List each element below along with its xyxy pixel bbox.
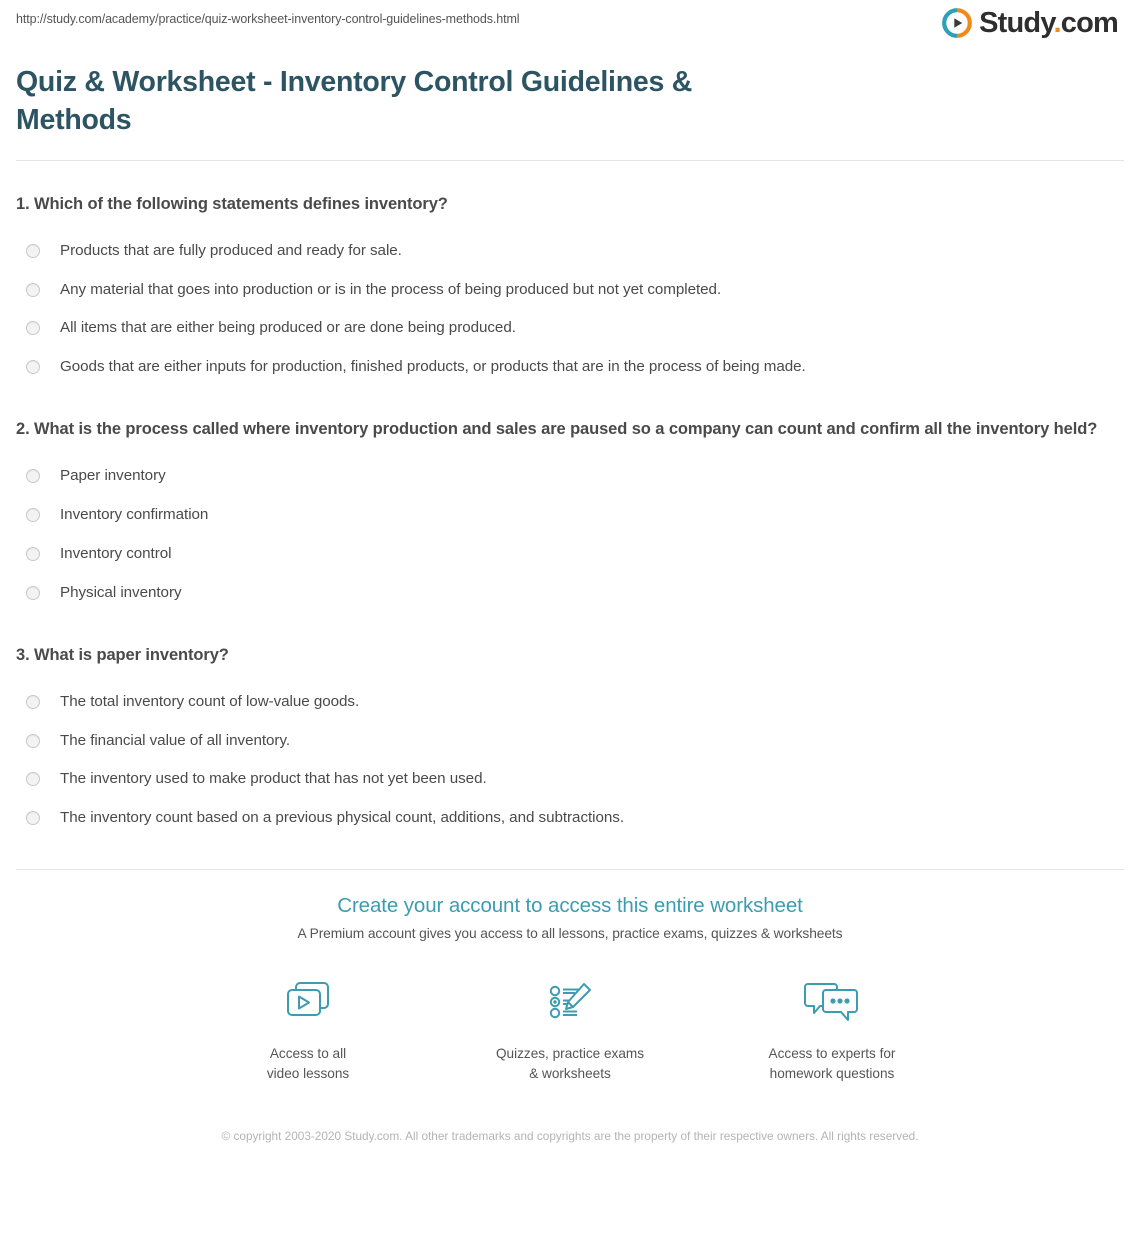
radio-button-icon[interactable] (26, 283, 40, 297)
feature-label-line2: & worksheets (529, 1066, 611, 1082)
play-circle-icon (942, 8, 972, 38)
option-label: The inventory used to make product that has not yet been used. (60, 770, 487, 788)
question-text: 3. What is paper inventory? (16, 645, 229, 664)
logo-tld: com (1060, 6, 1118, 39)
option-row[interactable] (16, 573, 1124, 612)
option-label: The inventory count based on a previous physical count, additions, and subtractions. (60, 809, 624, 827)
feature-label-line1: Access to all (269, 1046, 347, 1062)
page-title: Quiz & Worksheet - Inventory Control Guidelines & Methods (16, 66, 693, 136)
feature-label-line2: video lessons (266, 1066, 350, 1082)
cta-heading[interactable]: Create your account to access this entire worksheet (337, 894, 803, 918)
radio-button-icon[interactable] (26, 547, 40, 561)
radio-button-icon[interactable] (26, 586, 40, 600)
option-row[interactable] (16, 231, 1124, 270)
option-row[interactable] (16, 270, 1124, 309)
option-row[interactable] (16, 534, 1124, 573)
title-section (0, 58, 1140, 140)
option-label: All items that are either being produced or are done being produced. (60, 319, 516, 337)
cta-subheading: A Premium account gives you access to all lessons, practice exams, quizzes & worksheets (297, 926, 843, 942)
chat-bubbles-icon (757, 975, 907, 1031)
radio-button-icon[interactable] (26, 772, 40, 786)
radio-button-icon[interactable] (26, 469, 40, 483)
feature-quizzes (495, 975, 645, 1083)
feature-video-lessons (233, 975, 383, 1083)
radio-button-icon[interactable] (26, 734, 40, 748)
option-list (16, 231, 1124, 386)
radio-button-icon[interactable] (26, 321, 40, 335)
logo-wordmark (979, 6, 1118, 39)
feature-label (233, 1044, 383, 1083)
question-block (16, 386, 1124, 612)
feature-label (757, 1044, 907, 1083)
radio-button-icon[interactable] (26, 508, 40, 522)
option-label: Paper inventory (60, 467, 166, 485)
feature-label-line2: homework questions (769, 1066, 895, 1082)
question-text: 2. What is the process called where inventory production and sales are paused so a company can count and confirm all the inventory held? (16, 420, 1098, 439)
option-row[interactable] (16, 721, 1124, 760)
option-row[interactable] (16, 348, 1124, 387)
feature-label (495, 1044, 645, 1083)
option-label: Physical inventory (60, 583, 182, 601)
option-row[interactable] (16, 682, 1124, 721)
option-row[interactable] (16, 799, 1124, 838)
radio-button-icon[interactable] (26, 360, 40, 374)
option-label: Inventory control (60, 544, 172, 562)
feature-experts (757, 975, 907, 1083)
page-header (0, 0, 1140, 58)
page-url: http://study.com/academy/practice/quiz-worksheet-inventory-control-guidelines-methods.html (16, 12, 520, 26)
question-block (16, 161, 1124, 387)
question-text: 1. Which of the following statements defines inventory? (16, 194, 448, 213)
question-block (16, 612, 1124, 838)
radio-button-icon[interactable] (26, 244, 40, 258)
study-com-logo[interactable] (942, 8, 1118, 38)
questions-section (0, 161, 1140, 838)
logo-name: Study (979, 6, 1054, 39)
option-label: Any material that goes into production or is in the process of being produced but not yet completed. (60, 280, 722, 298)
radio-button-icon[interactable] (26, 695, 40, 709)
option-list (16, 682, 1124, 837)
option-row[interactable] (16, 496, 1124, 535)
video-lessons-icon (233, 975, 383, 1031)
feature-label-line1: Quizzes, practice exams (495, 1046, 645, 1062)
radio-button-icon[interactable] (26, 811, 40, 825)
copyright-text: © copyright 2003-2020 Study.com. All other trademarks and copyrights are the property of their respective owners. All rights reserved. (221, 1128, 919, 1143)
option-row[interactable] (16, 309, 1124, 348)
option-row[interactable] (16, 760, 1124, 799)
logo-dot: . (1053, 6, 1061, 39)
option-label: The financial value of all inventory. (60, 731, 291, 749)
quiz-pencil-icon (495, 975, 645, 1031)
feature-label-line1: Access to experts for (768, 1046, 896, 1062)
option-list (16, 457, 1124, 612)
option-row[interactable] (16, 457, 1124, 496)
option-label: The total inventory count of low-value goods. (60, 692, 360, 710)
cta-section (0, 870, 1140, 1145)
feature-list (0, 975, 1140, 1083)
option-label: Inventory confirmation (60, 506, 209, 524)
option-label: Products that are fully produced and ready for sale. (60, 241, 402, 259)
option-label: Goods that are either inputs for production, finished products, or products that are in the process of being made. (60, 358, 806, 376)
